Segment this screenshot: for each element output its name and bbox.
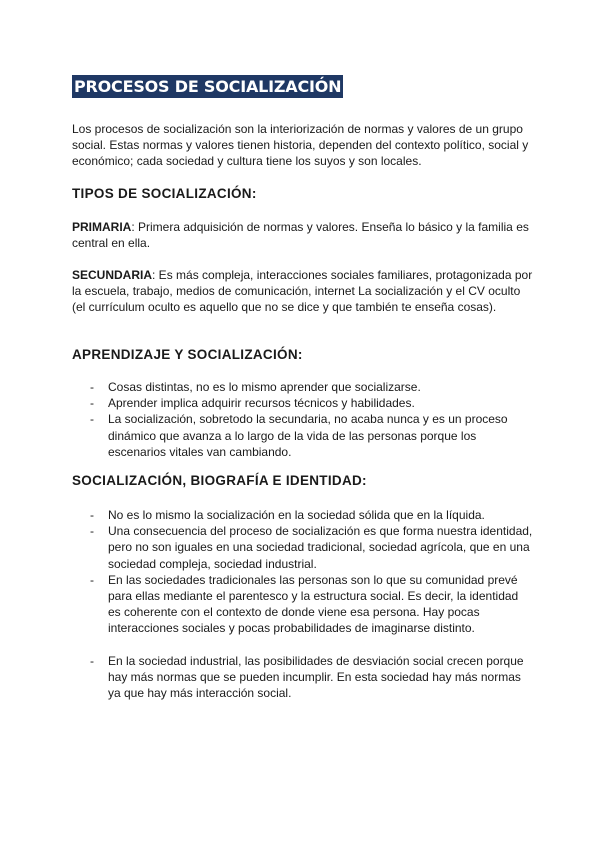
list-item-text: Aprender implica adquirir recursos técnicos y habilidades. [108,396,415,411]
secundaria-paragraph [72,267,534,316]
list-item [72,572,534,637]
primaria-label: PRIMARIA [72,220,132,234]
section-heading-biografia: SOCIALIZACIÓN, BIOGRAFÍA E IDENTIDAD: [72,473,367,488]
primaria-text: : Primera adquisición de normas y valores. Enseña lo básico y la familia es central en ella. [72,220,529,251]
dash-bullet: - [90,653,94,668]
page-title: PROCESOS DE SOCIALIZACIÓN [74,77,342,96]
list-item-text: La socialización, sobretodo la secundaria, no acaba nunca y es un proceso dinámico que avanza a lo largo de la vida de las personas porque los escenarios vitales van cambiando. [108,412,508,459]
dash-bullet: - [90,508,94,522]
dash-bullet: - [90,380,94,394]
secundaria-label: SECUNDARIA [72,268,153,282]
dash-bullet: - [90,396,94,411]
biografia-list [72,507,534,701]
secundaria-text: : Es más compleja, interacciones sociales familiares, protagonizada por la escuela, trabajo, medios de comunicación, internet La socialización y el CV oculto (el currículum oculto es aquello que no se dice y que también te enseña cosas). [72,268,533,315]
primaria-paragraph [72,219,534,251]
dash-bullet: - [90,412,94,427]
aprendizaje-list [72,379,534,460]
section-heading-aprendizaje: APRENDIZAJE Y SOCIALIZACIÓN: [72,347,303,362]
list-item-text: Una consecuencia del proceso de socialización es que forma nuestra identidad, pero no son iguales en una sociedad tradicional, sociedad agrícola, que en una sociedad compleja, sociedad industrial. [108,524,533,571]
list-item [72,395,534,411]
list-item [72,523,534,572]
list-item [72,507,534,523]
section-heading-tipos: TIPOS DE SOCIALIZACIÓN: [72,186,257,201]
list-item [72,653,534,702]
list-item-text: En las sociedades tradicionales las personas son lo que su comunidad prevé para ellas mediante el parentesco y la estructura social. Es decir, la identidad es coherente con el contexto de donde viene esa persona. Hay pocas interacciones sociales y pocas probabilidades de imaginarse distinto. [108,572,519,636]
list-item-text: Cosas distintas, no es lo mismo aprender que socializarse. [108,380,421,394]
list-item-text: No es lo mismo la socialización en la sociedad sólida que en la líquida. [108,508,485,522]
dash-bullet: - [90,572,94,587]
intro-paragraph: Los procesos de socialización son la interiorización de normas y valores de un grupo social. Estas normas y valores tienen historia, dependen del contexto político, social y económico; cada sociedad y cultura tiene los suyos y son locales. [72,122,529,169]
dash-bullet: - [90,524,94,539]
list-item [72,411,534,460]
list-item [72,379,534,395]
list-item-text: En la sociedad industrial, las posibilidades de desviación social crecen porque hay más normas que se pueden incumplir. En esta sociedad hay más normas ya que hay más interacción social. [108,653,524,701]
